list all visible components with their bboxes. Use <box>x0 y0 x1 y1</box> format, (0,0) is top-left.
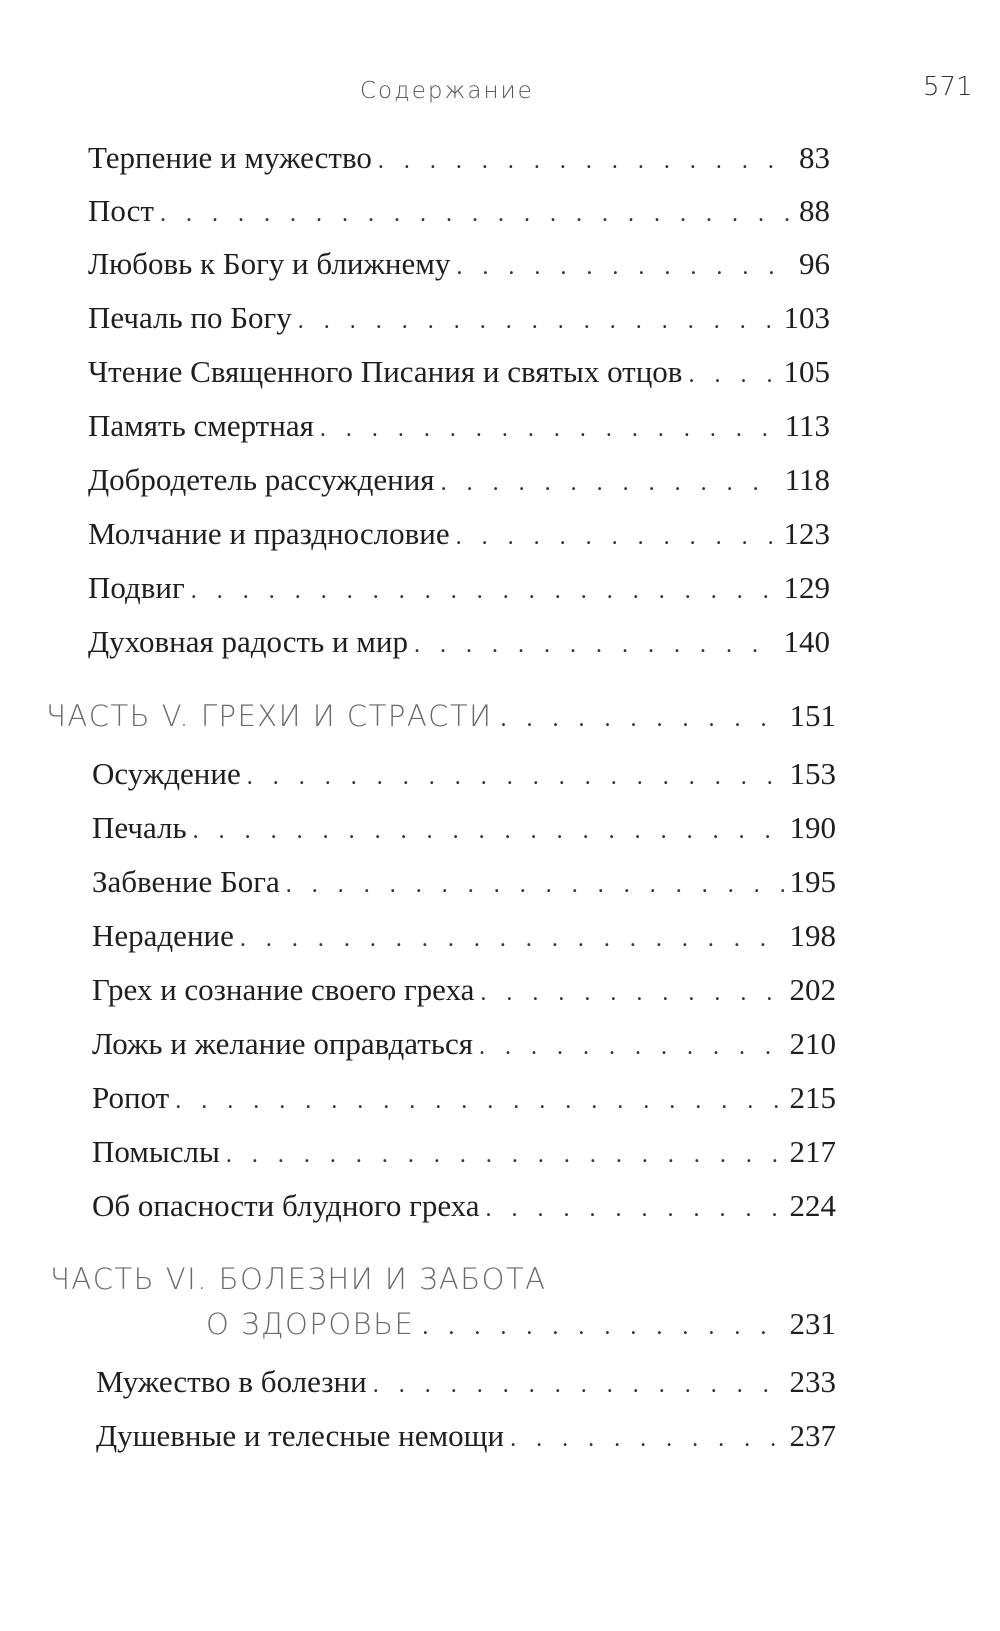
toc-entry-title: Душевные и телесные немощи <box>96 1418 505 1453</box>
toc-entry-page: 96 <box>799 246 830 281</box>
dot-leader <box>226 1142 784 1169</box>
dot-leader <box>486 1196 784 1223</box>
toc-entry[interactable] <box>88 193 830 229</box>
toc-entry[interactable] <box>88 354 830 390</box>
toc-entry-title: Забвение Бога <box>92 864 280 899</box>
dot-leader <box>441 470 779 497</box>
toc-entry-page: 129 <box>783 570 830 605</box>
toc-entry[interactable] <box>92 864 836 900</box>
toc-entry[interactable] <box>88 300 830 336</box>
toc-entry-page: 215 <box>789 1080 836 1115</box>
toc-entry-page: 83 <box>799 140 830 175</box>
dot-leader <box>456 254 793 281</box>
toc-entry-title: Память смертная <box>88 408 314 443</box>
toc-entry-title: Ложь и желание оправдаться <box>92 1026 473 1061</box>
dot-leader <box>175 1088 783 1115</box>
toc-entry-page: 153 <box>789 756 836 791</box>
toc-entry-title: Печаль <box>92 810 187 845</box>
toc-entry-page: 103 <box>783 300 830 335</box>
part-title: ЧАСТЬ VI. БОЛЕЗНИ И ЗАБОТА <box>50 1262 547 1296</box>
toc-entry-page: 233 <box>789 1364 836 1399</box>
dot-leader <box>480 980 783 1007</box>
dot-leader <box>422 1314 781 1341</box>
toc-entry-page: 195 <box>789 864 836 899</box>
toc-entry[interactable] <box>92 810 836 846</box>
toc-entry-page: 224 <box>789 1188 836 1223</box>
part-page: 231 <box>789 1306 836 1341</box>
toc-entry[interactable] <box>88 408 830 444</box>
dot-leader <box>688 362 777 389</box>
running-head: Содержание <box>360 78 534 104</box>
toc-entry-title: Помыслы <box>92 1134 220 1169</box>
toc-entry-title: Грех и сознание своего греха <box>92 972 475 1007</box>
toc-entry-title: Подвиг <box>88 570 185 605</box>
toc-entry[interactable] <box>88 570 830 606</box>
dot-leader <box>193 818 784 845</box>
toc-entry-page: 237 <box>789 1418 836 1453</box>
toc-entry-page: 88 <box>799 193 830 228</box>
toc-entry-page: 210 <box>789 1026 836 1061</box>
toc-entry-page: 140 <box>783 624 830 659</box>
toc-entry-page: 198 <box>789 918 836 953</box>
toc-entry-page: 113 <box>784 408 830 443</box>
toc-entry-title: Осуждение <box>92 756 241 791</box>
toc-entry-title: Пост <box>88 193 154 228</box>
toc-entry[interactable] <box>88 462 830 498</box>
toc-entry[interactable] <box>92 756 836 792</box>
toc-entry[interactable] <box>88 624 830 660</box>
part-title-continued: О ЗДОРОВЬЕ <box>206 1307 415 1341</box>
toc-entry[interactable] <box>92 1188 836 1224</box>
dot-leader <box>414 632 777 659</box>
part-heading-5[interactable] <box>46 698 836 734</box>
dot-leader <box>510 1426 783 1453</box>
toc-entry[interactable] <box>92 1026 836 1062</box>
dot-leader <box>479 1034 784 1061</box>
toc-entry[interactable] <box>88 140 830 176</box>
dot-leader <box>191 578 778 605</box>
part-page: 151 <box>789 698 836 733</box>
dot-leader <box>286 872 784 899</box>
part-title: ЧАСТЬ V. ГРЕХИ И СТРАСТИ <box>46 699 493 733</box>
toc-entry-title: Духовная радость и мир <box>88 624 409 659</box>
dot-leader <box>298 308 778 335</box>
toc-entry-title: Мужество в болезни <box>96 1364 367 1399</box>
toc-entry[interactable] <box>92 918 836 954</box>
toc-entry-title: Чтение Священного Писания и святых отцов <box>88 354 683 389</box>
toc-entry-page: 118 <box>784 462 830 497</box>
toc-entry[interactable] <box>88 246 830 282</box>
part-heading-6-line1[interactable] <box>50 1262 547 1296</box>
part-heading-6-line2[interactable] <box>206 1306 836 1342</box>
toc-entry[interactable] <box>96 1418 836 1454</box>
toc-entry[interactable] <box>96 1364 836 1400</box>
toc-entry[interactable] <box>92 1134 836 1170</box>
toc-entry-page: 190 <box>789 810 836 845</box>
dot-leader <box>456 524 778 551</box>
dot-leader <box>373 1372 784 1399</box>
toc-entry-title: Нерадение <box>92 918 234 953</box>
dot-leader <box>160 201 793 228</box>
toc-entry[interactable] <box>88 516 830 552</box>
page-number: 571 <box>923 72 973 102</box>
toc-entry-title: Печаль по Богу <box>88 300 292 335</box>
toc-entry-title: Терпение и мужество <box>88 140 372 175</box>
toc-entry[interactable] <box>92 972 836 1008</box>
toc-entry-page: 217 <box>789 1134 836 1169</box>
toc-entry-title: Молчание и празднословие <box>88 516 450 551</box>
toc-entry[interactable] <box>92 1080 836 1116</box>
toc-entry-page: 202 <box>789 972 836 1007</box>
dot-leader <box>320 416 779 443</box>
toc-entry-title: Добродетель рассуждения <box>88 462 435 497</box>
dot-leader <box>378 148 793 175</box>
toc-entry-page: 105 <box>783 354 830 389</box>
toc-entry-title: Ропот <box>92 1080 170 1115</box>
toc-entry-title: Любовь к Богу и ближнему <box>88 246 451 281</box>
dot-leader <box>247 764 784 791</box>
toc-entry-title: Об опасности блудного греха <box>92 1188 480 1223</box>
dot-leader <box>240 926 784 953</box>
toc-entry-page: 123 <box>783 516 830 551</box>
dot-leader <box>501 706 782 733</box>
